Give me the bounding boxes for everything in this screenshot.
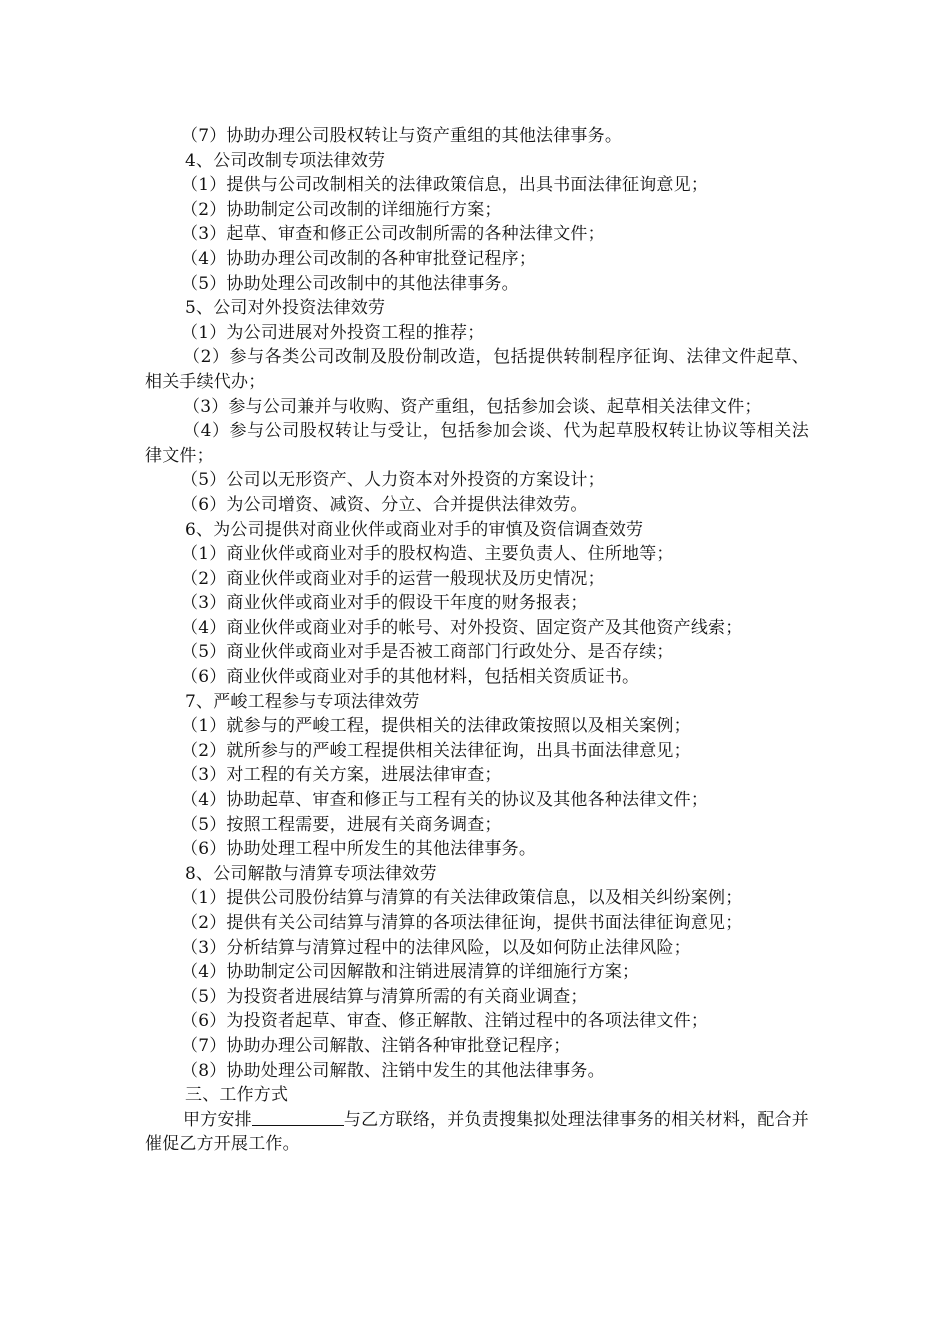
section-heading: 7、严峻工程参与专项法律效劳 [185, 691, 420, 712]
list-item: （6）商业伙伴或商业对手的其他材料，包括相关资质证书。 [181, 667, 640, 688]
list-item: （2）就所参与的严峻工程提供相关法律征询，出具书面法律意见； [181, 740, 691, 761]
paragraph-item-2: （2）参与各类公司改制及股份制改造，包括提供转制程序征询、法律文件起草、相关手续代办； [145, 347, 809, 392]
list-item: （2）提供有关公司结算与清算的各项法律征询，提供书面法律征询意见； [181, 913, 743, 933]
list-item: （5）商业伙伴或商业对手是否被工商部门行政处分、是否存续； [181, 642, 674, 663]
list-item: （1）提供与公司改制相关的法律政策信息，出具书面法律征询意见； [181, 175, 709, 196]
section-heading: 6、为公司提供对商业伙伴或商业对手的审慎及资信调查效劳 [185, 519, 644, 540]
list-item: （8）协助处理公司解散、注销中发生的其他法律事务。 [181, 1060, 605, 1081]
list-item: （4）协助制定公司因解散和注销进展清算的详细施行方案； [181, 962, 640, 983]
list-item: （6）协助处理工程中所发生的其他法律事务。 [181, 839, 537, 860]
section-heading: 4、公司改制专项法律效劳 [185, 150, 386, 171]
list-item: （3）起草、审查和修正公司改制所需的各种法律文件； [181, 224, 605, 245]
list-item: （6）为公司增资、减资、分立、合并提供法律效劳。 [181, 494, 588, 515]
list-item: （3）商业伙伴或商业对手的假设干年度的财务报表； [181, 593, 588, 614]
paragraph-item-4: （4）参与公司股权转让与受让，包括参加会谈、代为起草股权转让协议等相关法律文件； [145, 421, 809, 466]
list-item: （5）协助处理公司改制中的其他法律事务。 [181, 273, 519, 294]
paragraph-item-3: （3）参与公司兼并与收购、资产重组，包括参加会谈、起草相关法律文件； [183, 396, 762, 417]
section-lines-bottom [145, 468, 809, 1107]
list-item: （4）协助起草、审查和修正与工程有关的协议及其他各种法律文件； [181, 790, 709, 811]
section-lines-top [145, 124, 809, 345]
list-item: （5）公司以无形资产、人力资本对外投资的方案设计； [181, 470, 605, 491]
list-item: （5）按照工程需要，进展有关商务调查； [181, 814, 502, 835]
section-heading: 三、工作方式 [185, 1085, 289, 1106]
section-heading: 8、公司解散与清算专项法律效劳 [185, 863, 437, 884]
list-item: （4）协助办理公司改制的各种审批登记程序； [181, 248, 537, 269]
list-item: （2）商业伙伴或商业对手的运营一般现状及历史情况； [181, 568, 605, 589]
list-item: （4）商业伙伴或商业对手的帐号、对外投资、固定资产及其他资产线索； [181, 617, 743, 638]
list-item: （7）协助办理公司股权转让与资产重组的其他法律事务。 [181, 126, 623, 146]
work-method-paragraph [145, 1108, 809, 1157]
list-item: （1）为公司进展对外投资工程的推荐； [181, 322, 485, 343]
list-item: （1）就参与的严峻工程，提供相关的法律政策按照以及相关案例； [181, 716, 691, 737]
list-item: （5）为投资者进展结算与清算所需的有关商业调查； [181, 986, 588, 1007]
list-item: （3）分析结算与清算过程中的法律风险，以及如何防止法律风险； [181, 937, 691, 958]
list-item: （2）协助制定公司改制的详细施行方案； [181, 199, 502, 220]
document-body [145, 124, 809, 1157]
work-method-text-a: 甲方安排 [183, 1109, 252, 1130]
list-item: （3）对工程的有关方案，进展法律审查； [181, 765, 502, 786]
fill-in-blank [252, 1108, 344, 1126]
section-heading: 5、公司对外投资法律效劳 [185, 298, 386, 319]
list-item: （7）协助办理公司解散、注销各种审批登记程序； [181, 1035, 571, 1056]
list-item: （6）为投资者起草、审查、修正解散、注销过程中的各项法律文件； [181, 1011, 709, 1032]
work-method-text-b: 与乙方联络，并负责搜集拟处理法律事务的相关材料，配合并催促乙方开展工作。 [145, 1109, 809, 1155]
list-item: （1）提供公司股份结算与清算的有关法律政策信息，以及相关纠纷案例； [181, 888, 743, 909]
list-item: （1）商业伙伴或商业对手的股权构造、主要负责人、住所地等； [181, 544, 674, 565]
